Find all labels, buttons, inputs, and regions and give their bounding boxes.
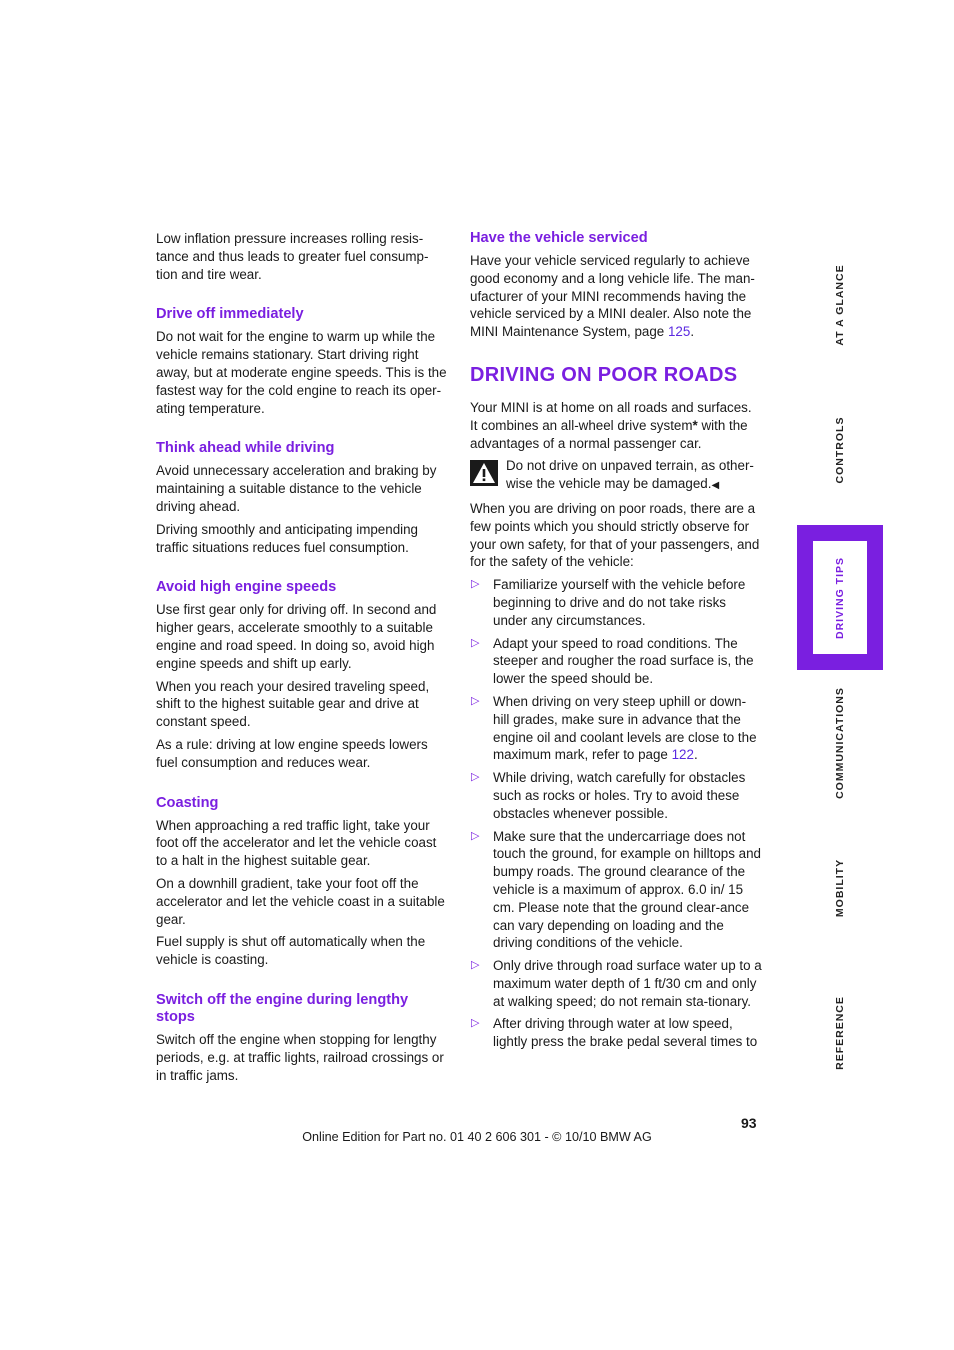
list-item: ▷ After driving through water at low speed, lightly press the brake pedal several times to <box>471 1016 758 1050</box>
section-paragraph: When approaching a red traffic light, take your foot off the accelerator and let the vehicle coast to a halt in the highest suitable gear. <box>156 817 437 869</box>
bullet-triangle-icon: ▷ <box>471 1017 480 1030</box>
service-paragraph: Have your vehicle serviced regularly to achieve good economy and a long vehicle life. The man-ufacturer of your MINI recommends having the vehicle serviced by a MINI dealer. Also note the MINI Maintenance System, page 125. <box>470 253 755 340</box>
section-heading-think-ahead: Think ahead while driving <box>156 440 335 457</box>
list-item: ▷ When driving on very steep uphill or down-hill grades, make sure in advance that the engine oil and coolant levels are close to the maximum mark, refer to page 122. <box>471 693 757 763</box>
section-paragraph: Fuel supply is shut off automatically when the vehicle is coasting. <box>156 934 426 968</box>
bullet-triangle-icon: ▷ <box>471 694 480 707</box>
page-link-125[interactable]: 125 <box>667 324 691 340</box>
section-paragraph: Use first gear only for driving off. In second and higher gears, accelerate smoothly to a suitable engine and road speed. In doing so, avoid high engine speeds and shift up early. <box>156 602 437 671</box>
bullet-triangle-icon: ▷ <box>471 771 480 784</box>
section-paragraph: Switch off the engine when stopping for lengthy periods, e.g. at traffic lights, railroad crossings or in traffic jams. <box>156 1031 444 1083</box>
section-paragraph: Avoid unnecessary acceleration and braking by maintaining a suitable distance to the vehicle driving ahead. <box>156 463 437 514</box>
list-item: ▷ Only drive through road surface water up to a maximum water depth of 1 ft/30 cm and only at walking speed; do not remain sta-tionary. <box>471 958 762 1009</box>
page-title-poor-roads: DRIVING ON POOR ROADS <box>470 363 738 386</box>
list-item: ▷ Make sure that the undercarriage does not touch the ground, for example on hilltops and bumpy roads. The ground clearance of the vehicle is a maximum of approx. 6.0 in/ 15 cm. Please note that the ground clear-ance can vary depending on loading and the driving conditions of the vehicle. <box>471 828 761 951</box>
warning-text: Do not drive on unpaved terrain, as other-wise the vehicle may be damaged. <box>506 458 754 492</box>
page-link-122[interactable]: 122 <box>671 747 694 763</box>
intro-paragraph: Low inflation pressure increases rolling resis-tance and thus leads to greater fuel consump-tion and tire wear. <box>156 231 429 282</box>
section-paragraph: Driving smoothly and anticipating impending traffic situations reduces fuel consumption. <box>156 521 419 555</box>
chapter-tab-at-a-glance[interactable]: AT A GLANCE <box>834 264 846 346</box>
warning-triangle-icon <box>470 460 498 486</box>
safety-intro: When you are driving on poor roads, there are a few points which you should strictly observe for your own safety, for that of your passengers, and for the safety of the vehicle: <box>470 500 760 570</box>
section-heading-coasting: Coasting <box>156 794 219 811</box>
section-paragraph: When you reach your desired traveling speed, shift to the highest suitable gear and drive at constant speed. <box>156 678 430 730</box>
bullet-triangle-icon: ▷ <box>471 636 480 649</box>
list-item: ▷ Familiarize yourself with the vehicle before beginning to drive and do not take risks under any circumstances. <box>471 577 746 628</box>
bullet-triangle-icon: ▷ <box>471 829 480 842</box>
footer-text: Online Edition for Part no. 01 40 2 606 301 - © 10/10 BMW AG <box>302 1130 652 1144</box>
chapter-tab-communications[interactable]: COMMUNICATIONS <box>834 686 846 799</box>
chapter-tab-reference[interactable]: REFERENCE <box>834 995 846 1070</box>
section-heading-engine-speeds: Avoid high engine speeds <box>156 579 337 596</box>
optional-equipment-star: * <box>692 417 698 433</box>
page-number: 93 <box>741 1115 757 1131</box>
list-item: ▷ Adapt your speed to road conditions. The steeper and rougher the road surface is, the lower the speed should be. <box>471 635 754 687</box>
section-paragraph: As a rule: driving at low engine speeds lowers fuel consumption and reduces wear. <box>156 736 428 770</box>
section-heading-service: Have the vehicle serviced <box>470 230 648 246</box>
safety-list <box>470 576 762 1051</box>
chapter-tab-mobility[interactable]: MOBILITY <box>834 858 846 917</box>
bullet-triangle-icon: ▷ <box>471 959 480 972</box>
bullet-triangle-icon: ▷ <box>471 578 480 591</box>
section-heading-switch-off: Switch off the engine during lengthy stops <box>156 991 409 1025</box>
warning-note <box>470 457 762 495</box>
chapter-sidebar <box>797 230 883 1080</box>
left-column <box>156 230 448 1089</box>
section-paragraph: On a downhill gradient, take your foot off the accelerator and let the vehicle coast in a suitable gear. <box>156 875 445 927</box>
section-heading-drive-off: Drive off immediately <box>156 306 304 323</box>
end-mark-icon: ◀ <box>711 480 720 492</box>
poor-roads-intro: Your MINI is at home on all roads and surfaces. It combines an all-wheel drive system* with the advantages of a normal passenger car. <box>470 399 752 451</box>
chapter-tab-controls[interactable]: CONTROLS <box>834 416 846 484</box>
right-column <box>470 230 762 1056</box>
chapter-tab-driving-tips[interactable]: DRIVING TIPS <box>797 525 883 670</box>
section-paragraph: Do not wait for the engine to warm up while the vehicle remains stationary. Start driving right away, but at moderate engine speeds. This is the fastest way for the cold engine to reach its oper-ating temperature. <box>156 329 447 416</box>
list-item: ▷ While driving, watch carefully for obstacles such as rocks or holes. Try to avoid these obstacles whenever possible. <box>471 770 746 821</box>
